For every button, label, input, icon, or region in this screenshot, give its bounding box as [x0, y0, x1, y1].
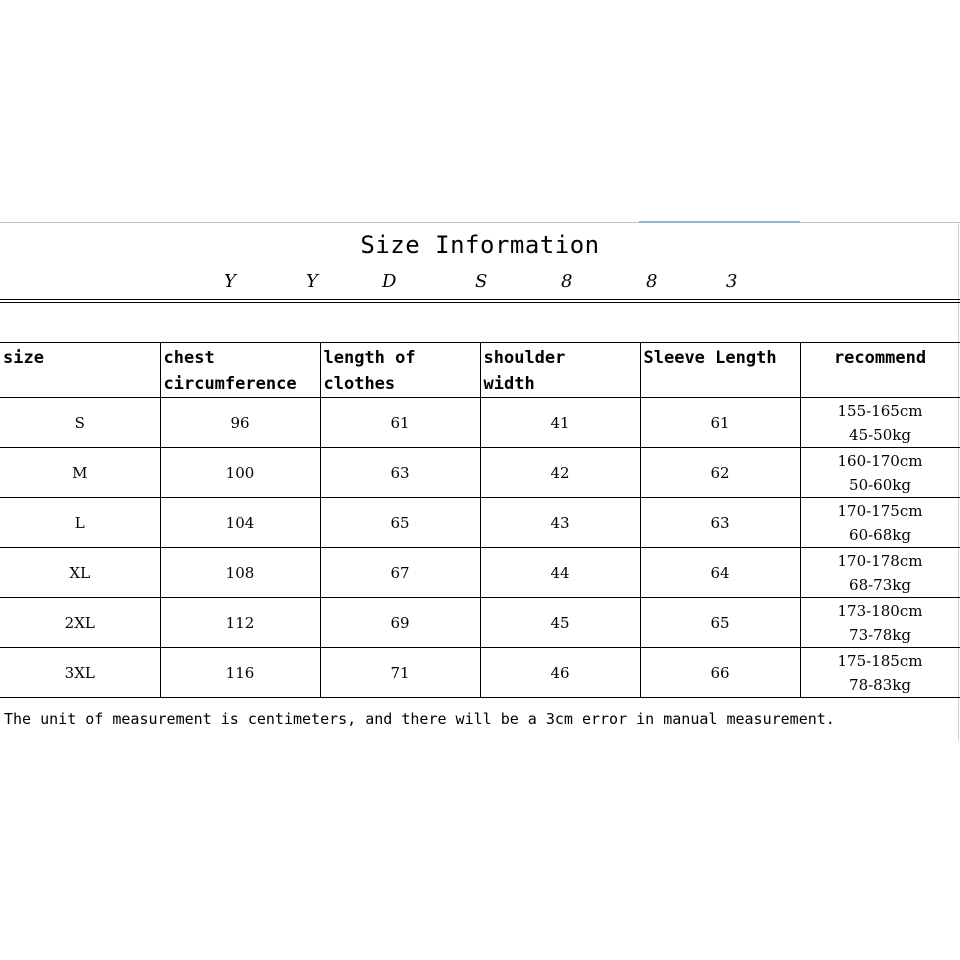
recommend-height: 160-170cm [837, 451, 923, 470]
recommend-weight: 45-50kg [849, 425, 911, 444]
cell-recommend [800, 398, 960, 448]
frame-top-border [0, 222, 960, 223]
model-letter: 8 [646, 271, 658, 292]
model-letter: 8 [561, 271, 573, 292]
title-rule-upper [0, 299, 960, 300]
cell-recommend [800, 548, 960, 598]
frame-top-accent [639, 221, 800, 223]
column-header-shoulder: shoulder width [480, 343, 640, 398]
model-letter: S [475, 271, 488, 292]
cell-length: 71 [320, 648, 480, 698]
cell-chest: 104 [160, 498, 320, 548]
cell-size: XL [0, 548, 160, 598]
cell-recommend [800, 648, 960, 698]
title-rule-lower [0, 302, 960, 303]
cell-length: 69 [320, 598, 480, 648]
recommend-height: 170-175cm [837, 501, 923, 520]
cell-recommend [800, 598, 960, 648]
cell-shoulder: 43 [480, 498, 640, 548]
cell-size: S [0, 398, 160, 448]
cell-shoulder: 41 [480, 398, 640, 448]
cell-chest: 116 [160, 648, 320, 698]
page-title: Size Information [360, 231, 600, 259]
recommend-weight: 73-78kg [849, 625, 911, 644]
column-header-size: size [0, 343, 160, 398]
cell-chest: 96 [160, 398, 320, 448]
column-header-sleeve: Sleeve Length [640, 343, 800, 398]
cell-length: 63 [320, 448, 480, 498]
table-row [0, 448, 960, 498]
model-letter: D [382, 271, 397, 292]
recommend-height: 155-165cm [837, 401, 923, 420]
recommend-weight: 78-83kg [849, 675, 911, 694]
cell-recommend [800, 498, 960, 548]
model-letter: 3 [726, 271, 738, 292]
cell-sleeve: 65 [640, 598, 800, 648]
cell-shoulder: 46 [480, 648, 640, 698]
cell-chest: 100 [160, 448, 320, 498]
column-header-length: length of clothes [320, 343, 480, 398]
cell-sleeve: 61 [640, 398, 800, 448]
cell-size: L [0, 498, 160, 548]
recommend-weight: 60-68kg [849, 525, 911, 544]
table-row [0, 548, 960, 598]
table-row [0, 498, 960, 548]
cell-sleeve: 63 [640, 498, 800, 548]
cell-shoulder: 45 [480, 598, 640, 648]
table-row [0, 648, 960, 698]
cell-chest: 108 [160, 548, 320, 598]
table-row [0, 598, 960, 648]
model-letter: Y [224, 271, 236, 292]
recommend-weight: 50-60kg [849, 475, 911, 494]
recommend-height: 170-178cm [837, 551, 923, 570]
cell-sleeve: 64 [640, 548, 800, 598]
recommend-height: 173-180cm [837, 601, 923, 620]
cell-size: 2XL [0, 598, 160, 648]
cell-sleeve: 62 [640, 448, 800, 498]
recommend-weight: 68-73kg [849, 575, 911, 594]
cell-chest: 112 [160, 598, 320, 648]
recommend-height: 175-185cm [837, 651, 923, 670]
column-header-recommend: recommend [800, 343, 960, 398]
cell-size: 3XL [0, 648, 160, 698]
cell-sleeve: 66 [640, 648, 800, 698]
cell-size: M [0, 448, 160, 498]
cell-length: 67 [320, 548, 480, 598]
cell-shoulder: 44 [480, 548, 640, 598]
model-letter: Y [306, 271, 318, 292]
cell-shoulder: 42 [480, 448, 640, 498]
measurement-note: The unit of measurement is centimeters, and there will be a 3cm error in manual measurement. [4, 710, 835, 728]
table-row [0, 398, 960, 448]
column-header-chest: chest circumference [160, 343, 320, 398]
cell-length: 65 [320, 498, 480, 548]
table-header-row [0, 343, 960, 398]
cell-length: 61 [320, 398, 480, 448]
size-table [0, 342, 960, 698]
cell-recommend [800, 448, 960, 498]
